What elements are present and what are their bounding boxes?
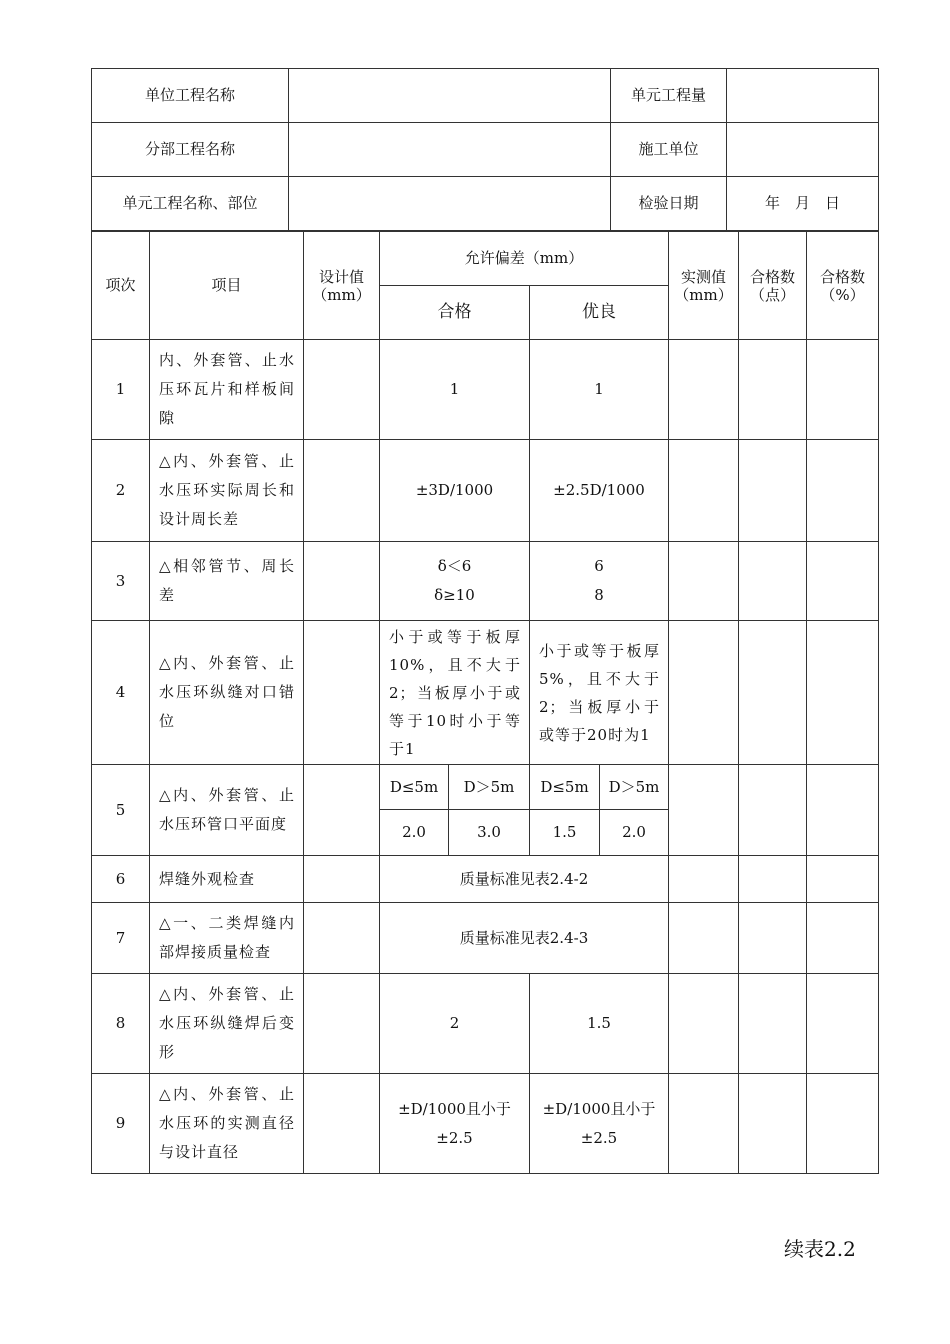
row-qualified xyxy=(380,542,530,621)
row-design-value[interactable] xyxy=(304,903,380,974)
row-index: 1 xyxy=(92,340,150,440)
row-excellent: 小于或等于板厚5%，且不大于2；当板厚小于或等于20时为1 xyxy=(530,621,669,765)
row-excellent-line-2: 8 xyxy=(594,586,604,604)
row-measured[interactable] xyxy=(669,856,739,903)
header-row-unit-project xyxy=(92,69,879,123)
col-pass-rate-header: 合格数（%） xyxy=(807,232,879,340)
row-index: 6 xyxy=(92,856,150,903)
row-item: △内、外套管、止水压环的实测直径与设计直径 xyxy=(150,1074,304,1174)
row-design-value[interactable] xyxy=(304,542,380,621)
row-measured[interactable] xyxy=(669,340,739,440)
row-design-value[interactable] xyxy=(304,440,380,542)
row-measured[interactable] xyxy=(669,1074,739,1174)
row-design-value[interactable] xyxy=(304,856,380,903)
sub-project-name-field[interactable] xyxy=(289,123,611,177)
row-merged-standard: 质量标准见表2.4-2 xyxy=(380,856,669,903)
row-sub-header-3: D≤5m xyxy=(530,765,600,810)
row-sub-header-4: D＞5m xyxy=(600,765,669,810)
row-merged-standard: 质量标准见表2.4-3 xyxy=(380,903,669,974)
col-measured-header: 实测值（mm） xyxy=(669,232,739,340)
row-pass-count[interactable] xyxy=(739,1074,807,1174)
row-index: 8 xyxy=(92,974,150,1074)
row-pass-rate[interactable] xyxy=(807,340,879,440)
element-project-name-field[interactable] xyxy=(289,177,611,231)
row-sub-value-1: 2.0 xyxy=(380,810,449,856)
row-item: 焊缝外观检查 xyxy=(150,856,304,903)
row-sub-header-2: D＞5m xyxy=(449,765,530,810)
row-measured[interactable] xyxy=(669,974,739,1074)
table-row xyxy=(92,542,879,621)
row-excellent: ±2.5D/1000 xyxy=(530,440,669,542)
row-item: △相邻管节、周长差 xyxy=(150,542,304,621)
row-item: 内、外套管、止水压环瓦片和样板间隙 xyxy=(150,340,304,440)
row-excellent: 1.5 xyxy=(530,974,669,1074)
row-pass-rate[interactable] xyxy=(807,542,879,621)
col-pass-count-header: 合格数（点） xyxy=(739,232,807,340)
row-pass-rate[interactable] xyxy=(807,765,879,856)
header-row-element-project xyxy=(92,177,879,231)
row-measured[interactable] xyxy=(669,440,739,542)
table-row xyxy=(92,903,879,974)
row-sub-value-3: 1.5 xyxy=(530,810,600,856)
row-pass-rate[interactable] xyxy=(807,621,879,765)
continued-table-label: 续表2.2 xyxy=(784,1237,856,1261)
table-row xyxy=(92,440,879,542)
row-sub-value-4: 2.0 xyxy=(600,810,669,856)
row-pass-count[interactable] xyxy=(739,765,807,856)
row-qualified: 小于或等于板厚10%，且不大于2；当板厚小于或等于10时小于等于1 xyxy=(380,621,530,765)
construction-unit-label: 施工单位 xyxy=(611,123,727,177)
row-measured[interactable] xyxy=(669,621,739,765)
table-row xyxy=(92,621,879,765)
row-qualified: ±D/1000且小于±2.5 xyxy=(380,1074,530,1174)
row-qualified: 1 xyxy=(380,340,530,440)
row-design-value[interactable] xyxy=(304,621,380,765)
row-sub-value-2: 3.0 xyxy=(449,810,530,856)
row-item: △内、外套管、止水压环纵缝对口错位 xyxy=(150,621,304,765)
row-pass-rate[interactable] xyxy=(807,1074,879,1174)
row-index: 7 xyxy=(92,903,150,974)
col-design-value-header: 设计值（mm） xyxy=(304,232,380,340)
unit-element-quantity-field[interactable] xyxy=(727,69,879,123)
row-item: △内、外套管、止水压环纵缝焊后变形 xyxy=(150,974,304,1074)
row-measured[interactable] xyxy=(669,903,739,974)
row-index: 3 xyxy=(92,542,150,621)
table-row xyxy=(92,765,879,810)
col-excellent-header: 优良 xyxy=(530,286,669,340)
col-index-header: 项次 xyxy=(92,232,150,340)
table-row xyxy=(92,1074,879,1174)
row-excellent: ±D/1000且小于±2.5 xyxy=(530,1074,669,1174)
row-design-value[interactable] xyxy=(304,1074,380,1174)
row-pass-rate[interactable] xyxy=(807,440,879,542)
row-pass-rate[interactable] xyxy=(807,856,879,903)
table-row xyxy=(92,974,879,1074)
row-measured[interactable] xyxy=(669,542,739,621)
row-qualified: ±3D/1000 xyxy=(380,440,530,542)
row-pass-rate[interactable] xyxy=(807,974,879,1074)
row-pass-count[interactable] xyxy=(739,621,807,765)
row-excellent-line-1: 6 xyxy=(594,557,604,575)
col-item-header: 项目 xyxy=(150,232,304,340)
row-excellent: 1 xyxy=(530,340,669,440)
row-item: △内、外套管、止水压环管口平面度 xyxy=(150,765,304,856)
row-index: 2 xyxy=(92,440,150,542)
row-qualified: 2 xyxy=(380,974,530,1074)
row-pass-count[interactable] xyxy=(739,542,807,621)
row-index: 4 xyxy=(92,621,150,765)
row-index: 9 xyxy=(92,1074,150,1174)
inspection-date-field[interactable]: 年 月 日 xyxy=(727,177,879,231)
row-item: △内、外套管、止水压环实际周长和设计周长差 xyxy=(150,440,304,542)
inspection-date-label: 检验日期 xyxy=(611,177,727,231)
inspection-table xyxy=(91,231,879,1174)
column-header-row-1 xyxy=(92,232,879,286)
row-measured[interactable] xyxy=(669,765,739,856)
col-qualified-header: 合格 xyxy=(380,286,530,340)
row-qualified-line-1: δ＜6 xyxy=(437,557,472,575)
row-sub-header-1: D≤5m xyxy=(380,765,449,810)
row-index: 5 xyxy=(92,765,150,856)
row-pass-count[interactable] xyxy=(739,340,807,440)
row-pass-count[interactable] xyxy=(739,856,807,903)
sub-project-name-label: 分部工程名称 xyxy=(92,123,289,177)
row-design-value[interactable] xyxy=(304,974,380,1074)
unit-element-quantity-label: 单元工程量 xyxy=(611,69,727,123)
row-pass-count[interactable] xyxy=(739,974,807,1074)
header-table xyxy=(91,68,879,231)
row-pass-count[interactable] xyxy=(739,903,807,974)
row-pass-rate[interactable] xyxy=(807,903,879,974)
table-row xyxy=(92,340,879,440)
col-allowed-deviation-header: 允许偏差（mm） xyxy=(380,232,669,286)
row-pass-count[interactable] xyxy=(739,440,807,542)
row-item: △一、二类焊缝内部焊接质量检查 xyxy=(150,903,304,974)
header-row-sub-project xyxy=(92,123,879,177)
unit-project-name-label: 单位工程名称 xyxy=(92,69,289,123)
row-qualified-line-2: δ≥10 xyxy=(434,586,475,604)
element-project-name-label: 单元工程名称、部位 xyxy=(92,177,289,231)
row-excellent xyxy=(530,542,669,621)
row-design-value[interactable] xyxy=(304,340,380,440)
construction-unit-field[interactable] xyxy=(727,123,879,177)
table-row xyxy=(92,856,879,903)
row-design-value[interactable] xyxy=(304,765,380,856)
unit-project-name-field[interactable] xyxy=(289,69,611,123)
